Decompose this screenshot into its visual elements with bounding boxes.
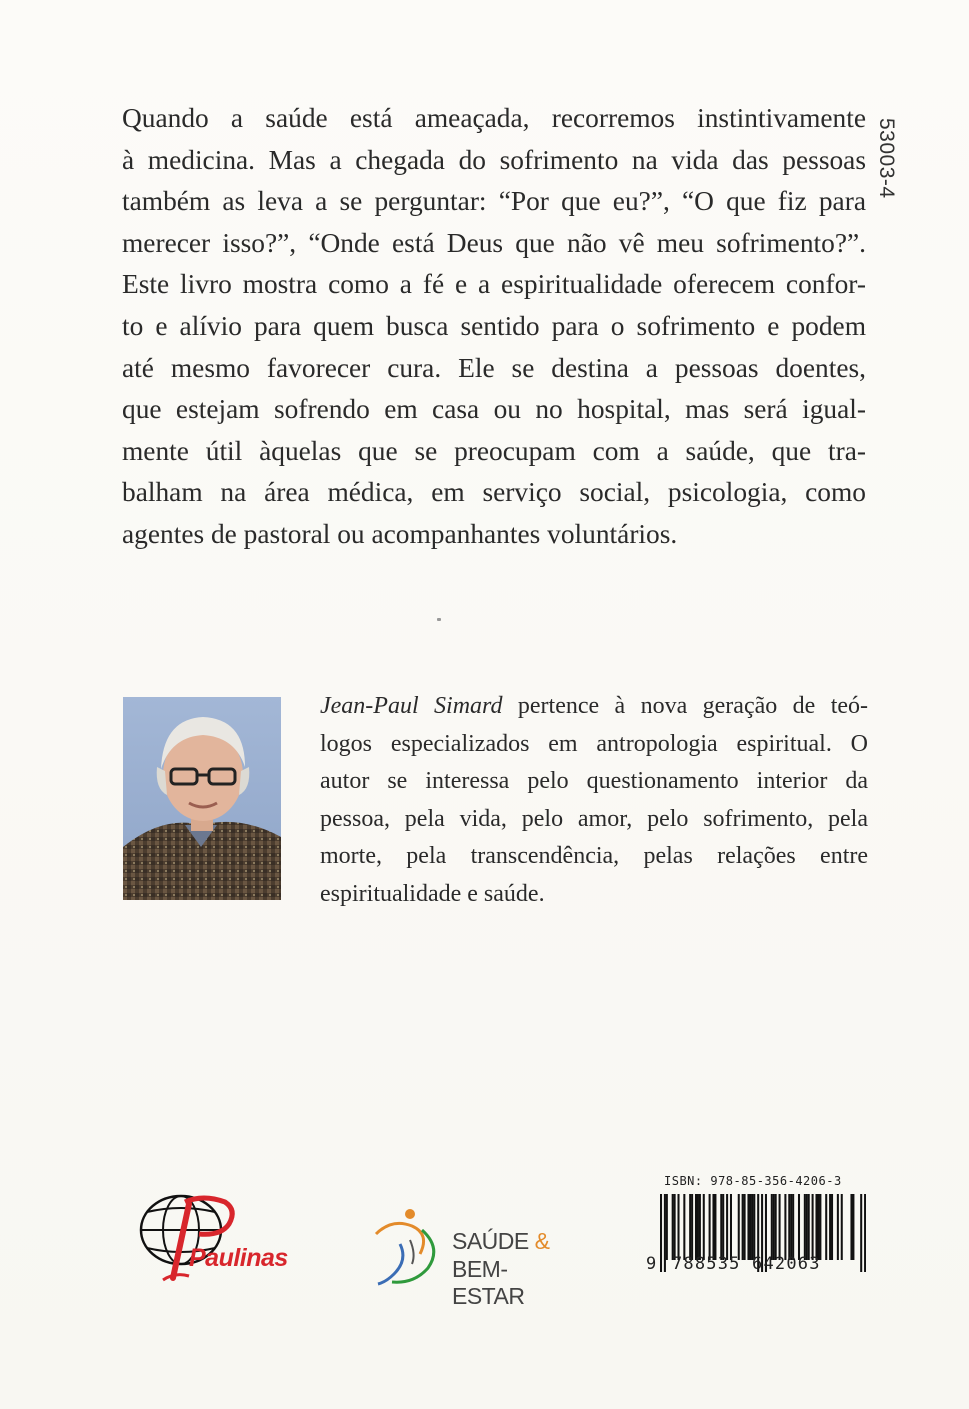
isbn-label: ISBN: 978-85-356-4206-3 (664, 1174, 842, 1188)
barcode-bar (664, 1194, 666, 1272)
barcode-bar (850, 1194, 852, 1260)
barcode-bar (730, 1194, 732, 1260)
blurb-line: mente útil àquelas que se preocupam com a saúde, que tra- (122, 435, 866, 466)
blurb-line: até mesmo favorecer cura. Ele se destina a pessoas doentes, (122, 352, 866, 383)
barcode-bar (720, 1194, 722, 1260)
barcode-first-digit: 9 (646, 1254, 657, 1274)
barcode-digits: 788535 642063 (672, 1254, 821, 1274)
author-name: Jean-Paul Simard (320, 693, 503, 719)
barcode-bar (699, 1194, 701, 1260)
barcode-bar (790, 1194, 792, 1260)
author-portrait-icon (123, 697, 281, 900)
catalog-code: 53003-4 (875, 118, 898, 199)
barcode-bar (722, 1194, 724, 1260)
barcode-bar (808, 1194, 810, 1260)
barcode-bar (771, 1194, 773, 1260)
barcode-bar (689, 1194, 691, 1260)
barcode-bar (726, 1194, 728, 1260)
barcode-bar (703, 1194, 705, 1260)
barcode-bar (775, 1194, 777, 1260)
isbn-barcode-block (646, 1170, 868, 1290)
blurb-line: Quando a saúde está ameaçada, recorremos instintivamente (122, 103, 866, 133)
series-ampersand: & (534, 1228, 550, 1254)
blurb-line: balham na área médica, em serviço social, psicologia, como (122, 477, 866, 508)
barcode-bar (674, 1194, 676, 1260)
barcode-bar (677, 1194, 679, 1260)
blurb-line: que estejam sofrendo em casa ou no hospital, mas será igual- (122, 394, 866, 425)
blurb-line: à medicina. Mas a chegada do sofrimento na vida das pessoas (122, 144, 866, 175)
barcode-bar (695, 1194, 697, 1260)
barcode-bar (784, 1194, 786, 1260)
series-name-line1 (452, 1228, 549, 1255)
book-blurb (122, 98, 866, 556)
barcode-bar (841, 1194, 843, 1260)
barcode-bar (792, 1194, 794, 1260)
blurb-line: também as leva a se perguntar: “Por que eu?”, “O que fiz para (122, 186, 866, 217)
barcode-bar (812, 1194, 814, 1260)
series-word: SAÚDE (452, 1228, 529, 1254)
author-bio (320, 688, 868, 914)
barcode-bar (788, 1194, 790, 1260)
barcode-bar (804, 1194, 806, 1260)
barcode-bar (779, 1194, 781, 1260)
bio-line: autor se interessa pelo questionamento interior da (320, 768, 868, 795)
paulinas-wordmark: Paulinas (189, 1244, 288, 1272)
barcode-bar (831, 1194, 833, 1260)
barcode-bar (852, 1194, 854, 1260)
globe-icon (133, 1188, 293, 1288)
barcode-bar (815, 1194, 817, 1260)
bio-line-rest: pertence à nova geração de teó- (502, 693, 869, 719)
blurb-line: Este livro mostra como a fé e a espiritualidade oferecem confor- (122, 269, 866, 300)
barcode-bar (753, 1194, 755, 1260)
barcode-bar (749, 1194, 751, 1260)
blurb-line: merecer isso?”, “Onde está Deus que não vê meu sofrimento?”. (122, 227, 866, 258)
barcode-bar (672, 1194, 674, 1260)
barcode-bar (798, 1194, 800, 1260)
barcode-bar (660, 1194, 662, 1272)
barcode-bar (829, 1194, 831, 1260)
barcode-bar (697, 1194, 699, 1260)
barcode-bar (819, 1194, 821, 1260)
series-name-line2: BEM-ESTAR (452, 1256, 525, 1309)
bio-line: pessoa, pela vida, pelo amor, pelo sofrimento, pela (320, 805, 868, 832)
barcode-bar (691, 1194, 693, 1260)
barcode-bar (817, 1194, 819, 1260)
barcode-bar (714, 1194, 716, 1260)
bio-line: espiritualidade e saúde. (320, 880, 545, 907)
barcode-bar (742, 1194, 744, 1260)
paulinas-logo (133, 1188, 293, 1288)
figure-swirl-icon (372, 1204, 450, 1294)
bio-line (320, 688, 868, 726)
barcode-bar (738, 1194, 740, 1260)
barcode-bar (773, 1194, 775, 1260)
blurb-line: to e alívio para quem busca sentido para o sofrimento e podem (122, 310, 866, 341)
barcode-bar (666, 1194, 668, 1260)
barcode-bar (806, 1194, 808, 1260)
barcode-bar (744, 1194, 746, 1260)
barcode-bar (709, 1194, 711, 1260)
barcode-bar (825, 1194, 827, 1260)
saude-bem-estar-logo (372, 1204, 572, 1309)
author-photo (123, 697, 281, 900)
blurb-line: agentes de pastoral ou acompanhantes voluntários. (122, 518, 678, 549)
bio-line: morte, pela transcendência, pelas relações entre (320, 843, 868, 870)
barcode-bar (837, 1194, 839, 1260)
bio-line: logos especializados em antropologia espiritual. O (320, 730, 868, 757)
decorative-speck (437, 618, 441, 621)
barcode-bar (747, 1194, 749, 1260)
barcode-bar (712, 1194, 714, 1260)
barcode-bar (683, 1194, 685, 1260)
barcode-bar (751, 1194, 753, 1260)
